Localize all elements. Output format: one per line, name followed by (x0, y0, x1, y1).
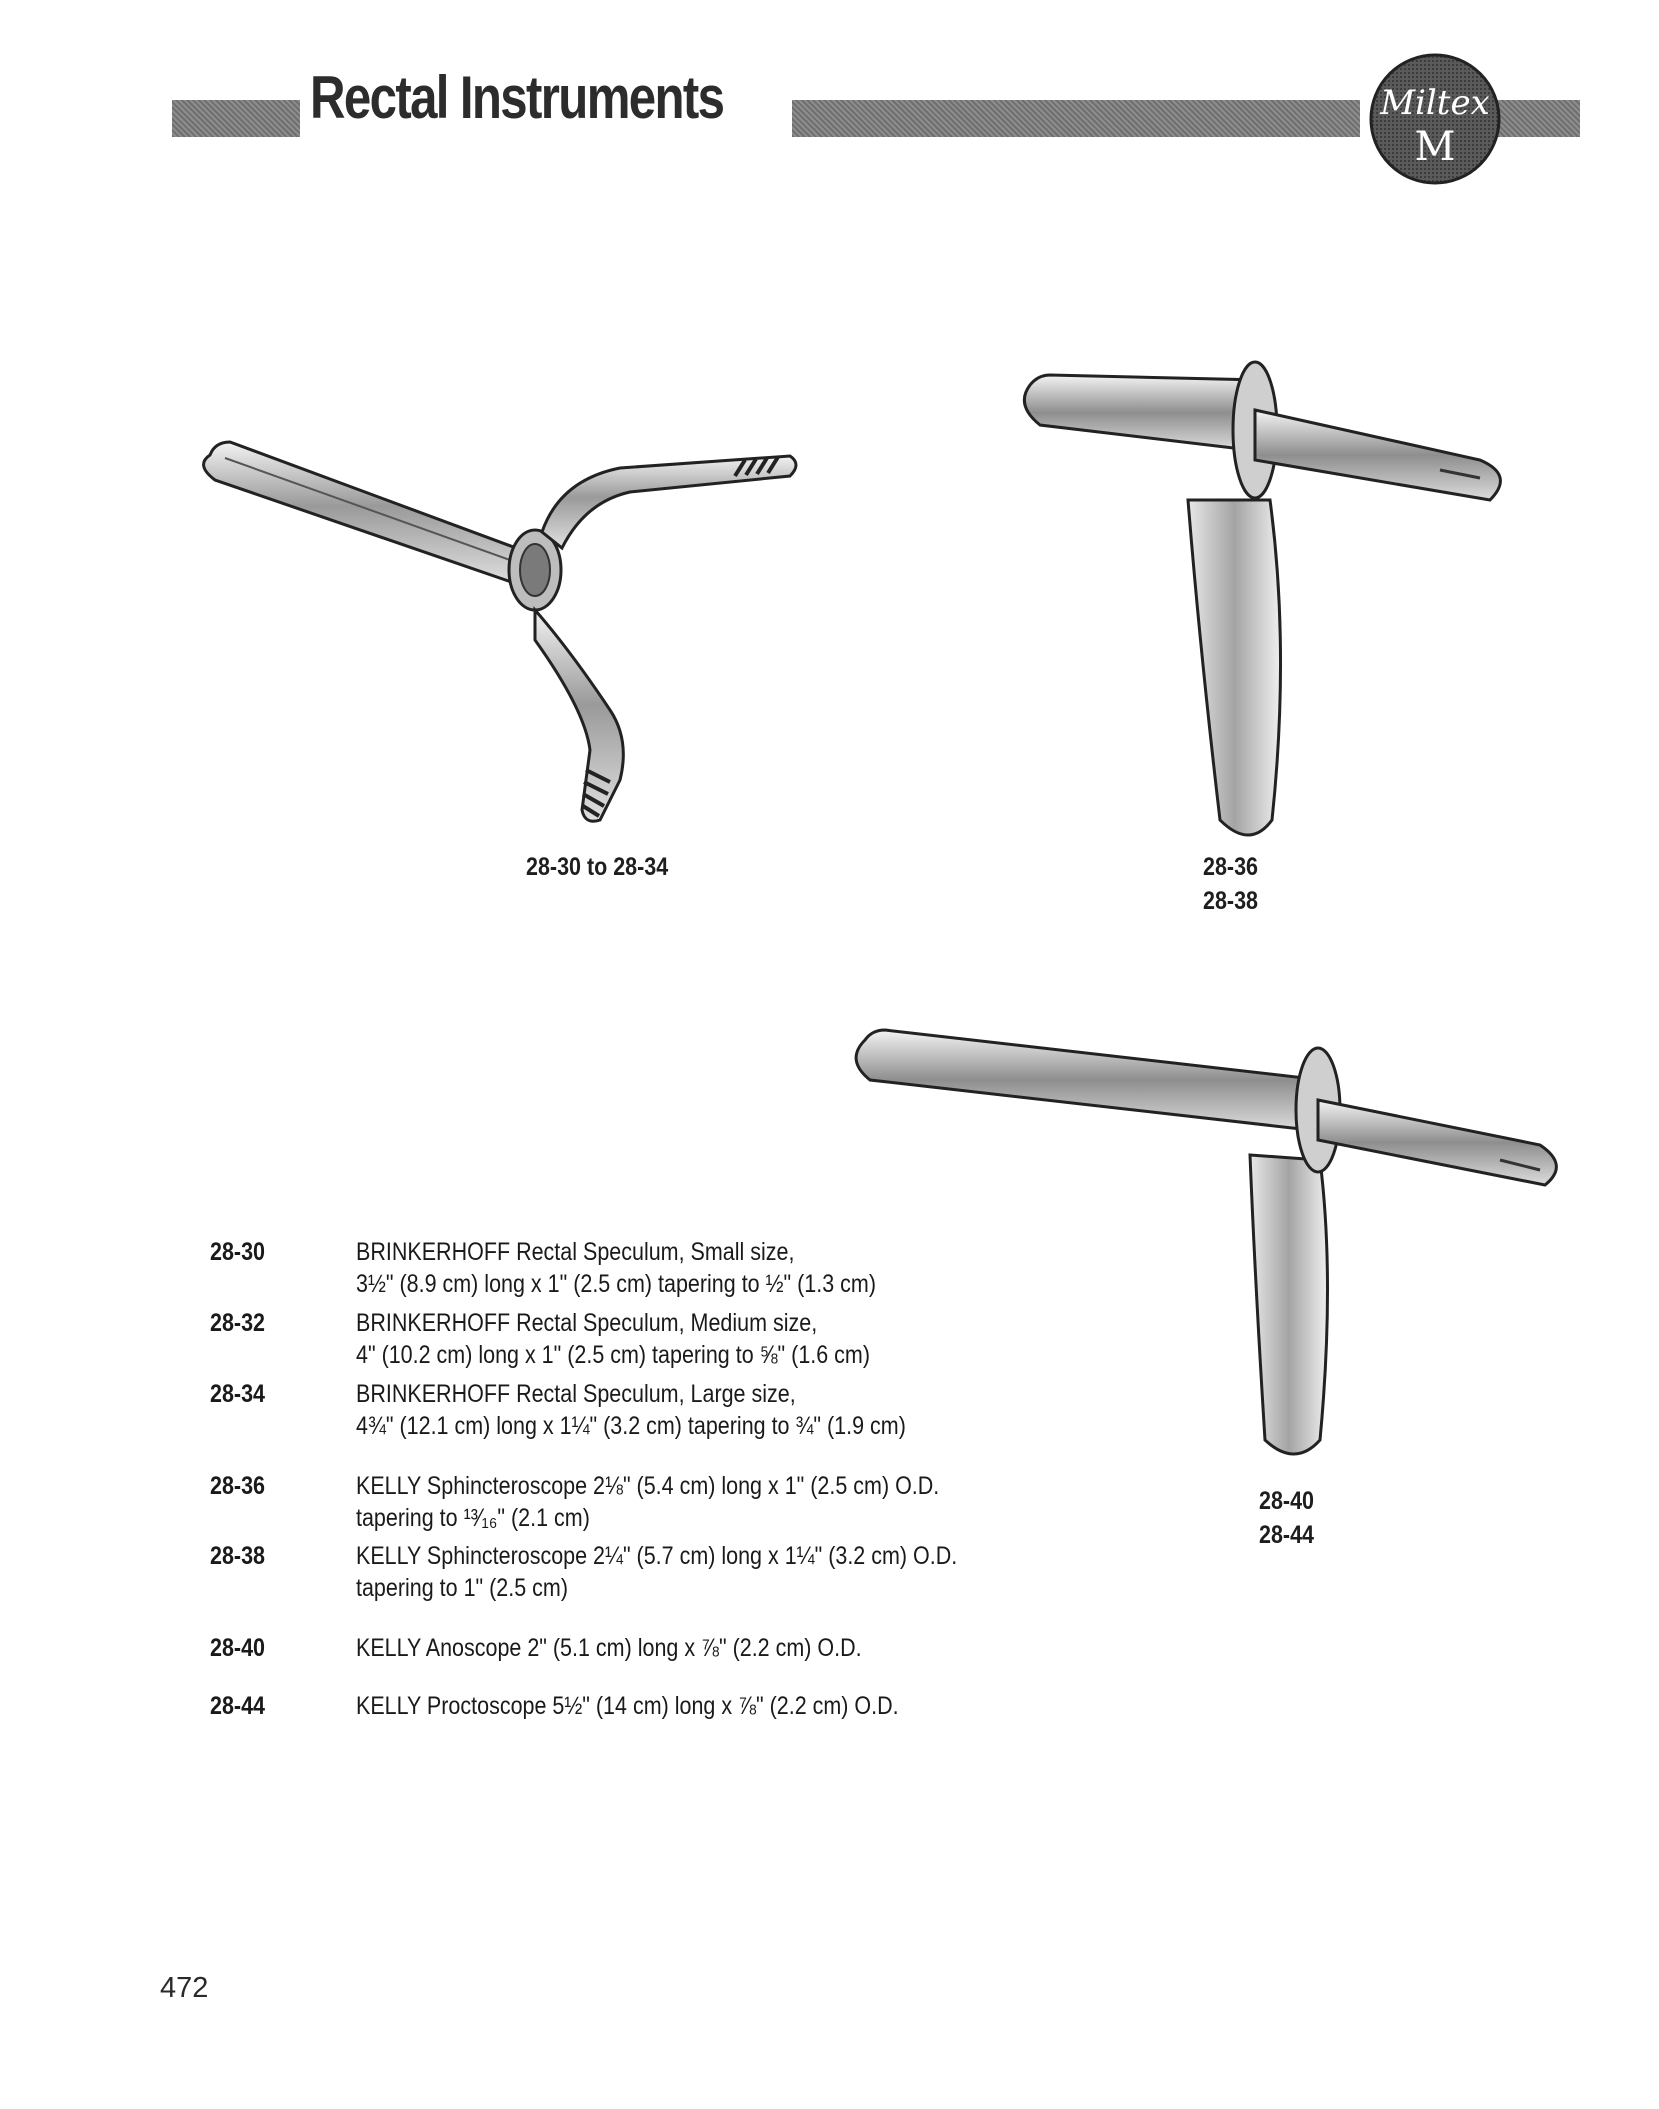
item-code: 28-34 (210, 1380, 265, 1408)
item-description (356, 1378, 906, 1442)
item-description-line: 4" (10.2 cm) long x 1" (2.5 cm) tapering to ⅝" (1.6 cm) (356, 1341, 871, 1369)
item-description-line: BRINKERHOFF Rectal Speculum, Large size, (356, 1380, 796, 1408)
header-band-left (172, 100, 300, 137)
item-code: 28-40 (210, 1634, 265, 1662)
item-description-line: 3½" (8.9 cm) long x 1" (2.5 cm) tapering to ½" (1.3 cm) (356, 1270, 876, 1298)
item-code: 28-38 (210, 1542, 265, 1570)
page-title: Rectal Instruments (310, 64, 724, 131)
caption-anoscope (1259, 1484, 1314, 1552)
item-description-line: BRINKERHOFF Rectal Speculum, Medium size, (356, 1309, 818, 1337)
caption-sphincteroscope (1203, 850, 1258, 918)
logo-wordmark: Miltex (1380, 83, 1490, 123)
item-code: 28-44 (210, 1692, 265, 1720)
sphincteroscope-illustration (1010, 350, 1550, 870)
brinkerhoff-speculum-illustration (190, 420, 830, 840)
item-description-line: 4¾" (12.1 cm) long x 1¼" (3.2 cm) tapering to ¾" (1.9 cm) (356, 1412, 906, 1440)
caption-sphincteroscope-code-1: 28-36 (1203, 853, 1258, 881)
item-description (356, 1307, 870, 1371)
item-code: 28-36 (210, 1472, 265, 1500)
item-description-line: KELLY Anoscope 2" (5.1 cm) long x ⅞" (2.2 cm) O.D. (356, 1634, 862, 1662)
caption-brinkerhoff: 28-30 to 28-34 (526, 853, 669, 881)
caption-sphincteroscope-code-2: 28-38 (1203, 887, 1258, 915)
item-description-line: KELLY Proctoscope 5½" (14 cm) long x ⅞" (2.2 cm) O.D. (356, 1692, 899, 1720)
caption-anoscope-code-2: 28-44 (1259, 1521, 1314, 1549)
item-description (356, 1236, 876, 1300)
item-description-line: tapering to ¹³⁄₁₆" (2.1 cm) (356, 1504, 590, 1532)
caption-anoscope-code-1: 28-40 (1259, 1487, 1314, 1515)
logo-letter: M (1414, 124, 1456, 170)
page-number: 472 (160, 1972, 209, 2004)
item-code: 28-32 (210, 1309, 265, 1337)
miltex-logo (1368, 52, 1502, 186)
item-description (356, 1632, 862, 1664)
item-description (356, 1540, 957, 1604)
header-band-right (1492, 100, 1580, 137)
item-description-line: KELLY Sphincteroscope 2¼" (5.7 cm) long x 1¼" (3.2 cm) O.D. (356, 1542, 958, 1570)
item-description-line: tapering to 1" (2.5 cm) (356, 1574, 568, 1602)
proctoscope-illustration (840, 1020, 1580, 1470)
item-code: 28-30 (210, 1238, 265, 1266)
item-description (356, 1470, 939, 1534)
item-description-line: BRINKERHOFF Rectal Speculum, Small size, (356, 1238, 795, 1266)
item-description (356, 1690, 899, 1722)
item-description-line: KELLY Sphincteroscope 2⅛" (5.4 cm) long x 1" (2.5 cm) O.D. (356, 1472, 940, 1500)
header-band-middle (792, 100, 1360, 137)
